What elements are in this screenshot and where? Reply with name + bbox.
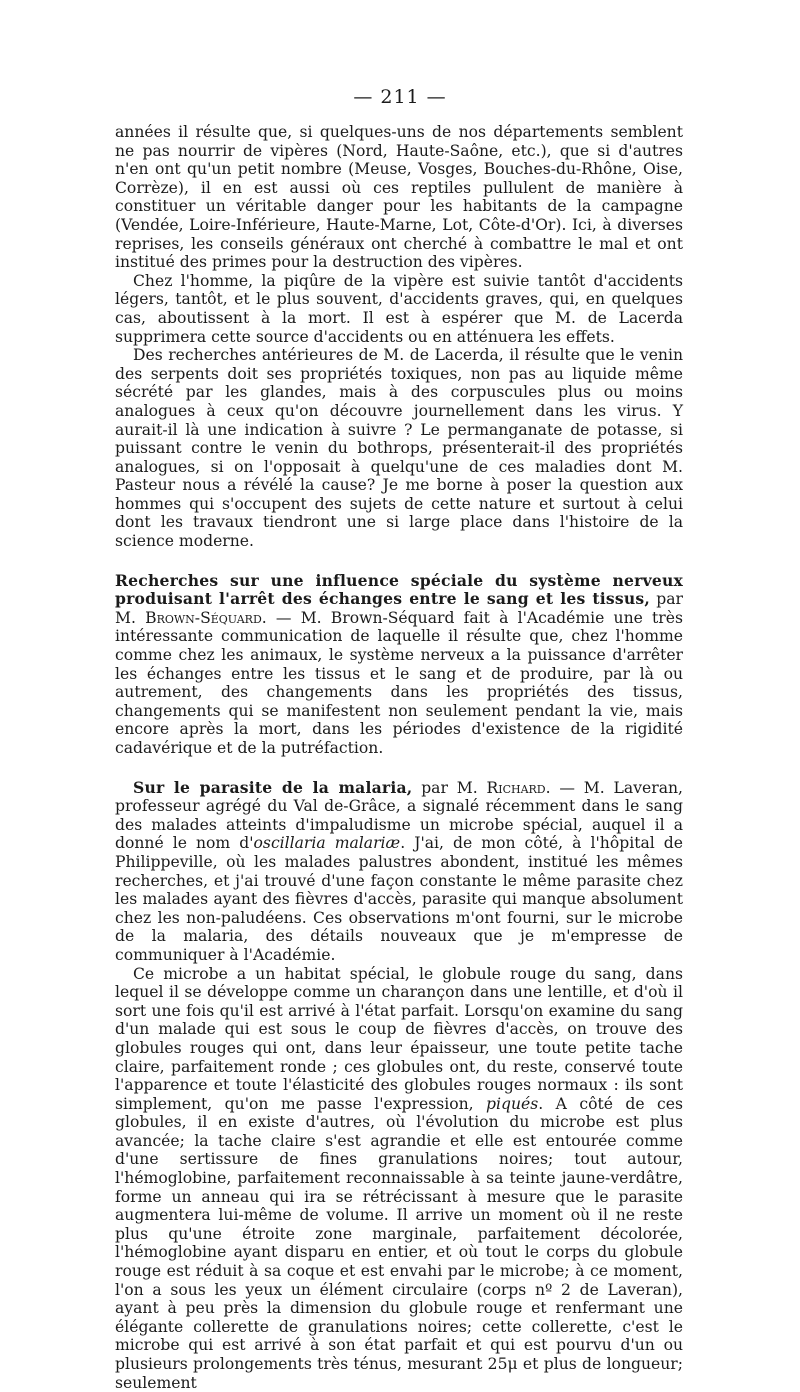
section-body-nervous-system: . — M. Brown-Séquard fait à l'Académie une très intéressante communication de laquelle il résulte que, chez l'homme comme chez les animaux, le système nerveux a la puissance d'arrêter les échanges entre les tissus et le sang et de produire, par là ou autrement, des changements dans les propriétés des tissus, changements qui se manifestent non seulement pendant la vie, mais encore après la mort, dans les périodes d'existence de la rigidité cadavérique et de la putréfaction. bbox=[115, 608, 683, 757]
species-name: oscillaria malariæ bbox=[253, 834, 401, 853]
section-body-malaria-1: . — M. Laveran, professeur agrégé du Val de-Grâce, a signalé récemment dans le sang des malades atteints d'impaludisme un microbe spécial, auquel il a donné le nom d' bbox=[115, 778, 683, 853]
paragraph-viper-bite: Chez l'homme, la piqûre de la vipère est suivie tantôt d'accidents légers, tantôt, et le plus souvent, d'accidents graves, qui, en quelques cas, aboutissent à la mort. Il est à espérer que M. de Lacerda supprimera cette source d'accidents ou en atténuera les effets. bbox=[115, 271, 683, 346]
section-heading-nervous-system: Recherches sur une influence spéciale du système nerveux produisant l'arrêt des échanges entre le sang et les tissus, bbox=[115, 570, 683, 609]
body-text bbox=[115, 123, 683, 1392]
section-nervous-system bbox=[115, 572, 683, 758]
paragraph-microbe-part-2: . A côté de ces globules, il en existe d'autres, où l'évolution du microbe est plus avancée; la tache claire s'est agrandie et elle est entourée comme d'une sertissure de fines granulations noires; tout autour, l'hémoglobine, parfaitement reconnaissable à sa teinte jaune-verdâtre, forme un anneau qui ira se rétrécissant à mesure que le parasite augmentera lui-même de volume. Il arrive un moment où il ne reste plus qu'une étroite zone marginale, parfaitement décolorée, l'hémoglobine ayant disparu en entier, et où tout le corps du globule rouge est réduit à sa coque et est envahi par le microbe; à ce moment, l'on a sous les yeux un élément circulaire (corps nº 2 de Laveran), ayant à peu près la dimension du globule rouge et renfermant une élégante collerette de granulations noires; cette collerette, c'est le microbe qui est arrivé à son état parfait et qui est pourvu d'un ou plusieurs prolongements très ténus, mesurant 25μ et plus de longueur; seulement bbox=[115, 1094, 683, 1392]
paragraph-microbe-habitat bbox=[115, 965, 683, 1392]
paragraph-microbe-part-1: Ce microbe a un habitat spécial, le globule rouge du sang, dans lequel il se développe comme un charançon dans une lentille, et d'où il sort une fois qu'il est arrivé à l'état parfait. Lorsqu'on examine du sang d'un malade qui est sous le coup de fièvres d'accès, on trouve des globules rouges qui ont, dans leur épaisseur, une toute petite tache claire, parfaitement ronde ; ces globules ont, du reste, conservé toute l'apparence et toute l'élasticité des globules rouges normaux : ils sont simplement, qu'on me passe l'expression, bbox=[115, 964, 683, 1113]
section-body-malaria-2: . J'ai, de mon côté, à l'hôpital de Philippeville, où les malades palustres abondent, institué les mêmes recherches, et j'ai trouvé d'une façon constante le même parasite chez les malades ayant des fièvres d'accès, parasite qui manque absolument chez les non-paludéens. Ces observations m'ont fourni, sur le microbe de la malaria, des détails nouveaux que je m'empresse de communiquer à l'Académie. bbox=[115, 834, 684, 964]
byline-prefix: par M. bbox=[412, 778, 487, 797]
author-name: Brown-Séquard bbox=[145, 608, 262, 627]
emphasis-piques: piqués bbox=[486, 1094, 539, 1113]
section-malaria bbox=[115, 779, 683, 965]
paragraph-vipers-departments: années il résulte que, si quelques-uns de nos départements semblent ne pas nourrir de vipères (Nord, Haute-Saône, etc.), que si d'autres n'en ont qu'un petit nombre (Meuse, Vosges, Bouches-du-Rhône, Oise, Corrèze), il en est aussi où ces reptiles pullulent de manière à constituer un véritable danger pour les habitants de la campagne (Vendée, Loire-Inférieure, Haute-Marne, Lot, Côte-d'Or). Ici, à diverses reprises, les conseils généraux ont cherché à combattre le mal et ont institué des primes pour la destruction des vipères. bbox=[115, 123, 683, 272]
page-number: — 211 — bbox=[353, 86, 447, 108]
byline-prefix: par M. bbox=[115, 590, 683, 627]
paragraph-venin-research: Des recherches antérieures de M. de Lacerda, il résulte que le venin des serpents doit ses propriétés toxiques, non pas au liquide même sécrété par les glandes, mais à des corpuscules plus ou moins analogues à ceux qu'on découvre journellement dans les virus. Y aurait-il là une indication à suivre ? Le permanganate de potasse, si puissant contre le venin du bothrops, présenterait-il des propriétés analogues, si on l'opposait à quelqu'une de ces maladies dont M. Pasteur nous a révélé la cause? Je me borne à poser la question aux hommes qui s'occupent des sujets de cette nature et surtout à celui dont les travaux tiendront une si large place dans l'histoire de la science moderne. bbox=[115, 346, 683, 551]
author-name: Richard bbox=[486, 778, 546, 797]
section-heading-malaria: Sur le parasite de la malaria, bbox=[133, 777, 413, 797]
